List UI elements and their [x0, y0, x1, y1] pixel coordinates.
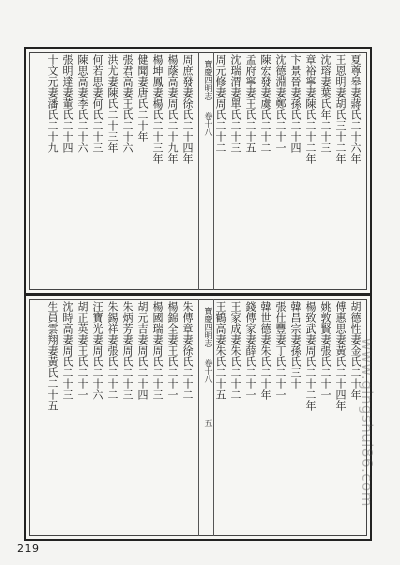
column-text: 朱錫祥妻張氏二十二 [106, 301, 119, 400]
column-text: 沈瑞渭妻單氏二十三 [229, 54, 242, 153]
column-text: 楊國瑞妻周氏二十三 [151, 301, 164, 400]
strip-subtitle: 卷十八 [204, 359, 213, 383]
column-text: 張仕豐妻丁氏二十一 [274, 301, 287, 400]
bottom-text-block [24, 295, 372, 541]
strip-subtitle: 卷十八 [204, 112, 213, 136]
column-text: 楊坤鳳妻楊氏二十三年 [151, 54, 164, 164]
column-text: 周元修妻周氏二十二 [214, 54, 227, 153]
top-text-block [24, 47, 372, 295]
block-divider [24, 294, 372, 296]
page-number: 219 [17, 542, 40, 555]
column-text: 胡德性妻金氏二十年 [349, 301, 362, 400]
column-text: 沈時高妻周氏二十三 [61, 301, 74, 400]
column-text: 王家成妻朱氏二十二 [229, 301, 242, 400]
column-text: 張明達妻董氏二十四 [61, 54, 74, 153]
column-text: 陳思高妻李氏二十六 [76, 54, 89, 153]
column-text: 傅惠思妻黃氏二十四年 [334, 301, 347, 411]
top-right-columns [197, 54, 362, 288]
column-text: 錢傳家妻薛氏二十一 [244, 301, 257, 400]
watermark: www.gingshui86.com [358, 338, 376, 507]
column-text: 陳宏發妻虞氏二十二 [259, 54, 272, 153]
column-text: 夏尊皋妻蔣氏二十六年 [349, 54, 362, 164]
strip-title: 寶慶四明志 [204, 307, 213, 347]
column-text: 張君高妻王氏二十六 [121, 54, 134, 153]
column-text: 十文元妻潘氏二十九 [46, 54, 59, 153]
column-text: 健聞妻唐氏二十年 [136, 54, 149, 142]
column-text: 朱炳芳妻周氏二十三 [121, 301, 134, 400]
column-text: 沈瑢妻葉氏年二十三 [319, 54, 332, 153]
column-text: 楊蔭高妻周氏二十九年 [166, 54, 179, 164]
column-text: 王恩明妻胡氏三十二年 [334, 54, 347, 164]
column-text: 周庶發妻徐氏二十四年 [181, 54, 194, 164]
column-text: 生員雲翔妻黃氏二十五 [46, 301, 59, 411]
column-text: 汪寶光妻周氏二十六 [91, 301, 104, 400]
column-text: 卞景晉妻孫氏二十四 [289, 54, 302, 153]
column-text: 楊錦全妻王氏二十一 [166, 301, 179, 400]
center-strip [198, 52, 214, 290]
column-text: 王鶴高妻朱氏二十五 [214, 301, 227, 400]
strip-title: 寶慶四明志 [204, 60, 213, 100]
top-left-columns [32, 54, 194, 288]
center-strip [198, 299, 214, 536]
column-text: 韓昌宗妻孫氏三十 [289, 301, 302, 389]
column-text: 楊致武妻周氏二十二年 [304, 301, 317, 411]
column-text: 洪尤妻陳氏二十三年 [106, 54, 119, 153]
column-text: 孟府寧妻王氏二十五 [244, 54, 257, 153]
column-text: 姚敦賢妻張氏二十一 [319, 301, 332, 400]
bottom-right-columns [197, 301, 362, 534]
column-text: 韓世德妻朱氏二十年 [259, 301, 272, 400]
column-text: 何若思妻何氏二十三 [91, 54, 104, 153]
column-text: 胡正英妻王氏二十一 [76, 301, 89, 400]
strip-foot: 五 [204, 419, 213, 427]
column-text: 沈德淵妻鄭氏二十一 [274, 54, 287, 153]
column-text: 朱傳章妻徐氏二十二 [181, 301, 194, 400]
bottom-left-columns [32, 301, 194, 534]
column-text: 章裕寧妻陳氏二十二年 [304, 54, 317, 164]
column-text: 胡元吉妻周氏二十四 [136, 301, 149, 400]
